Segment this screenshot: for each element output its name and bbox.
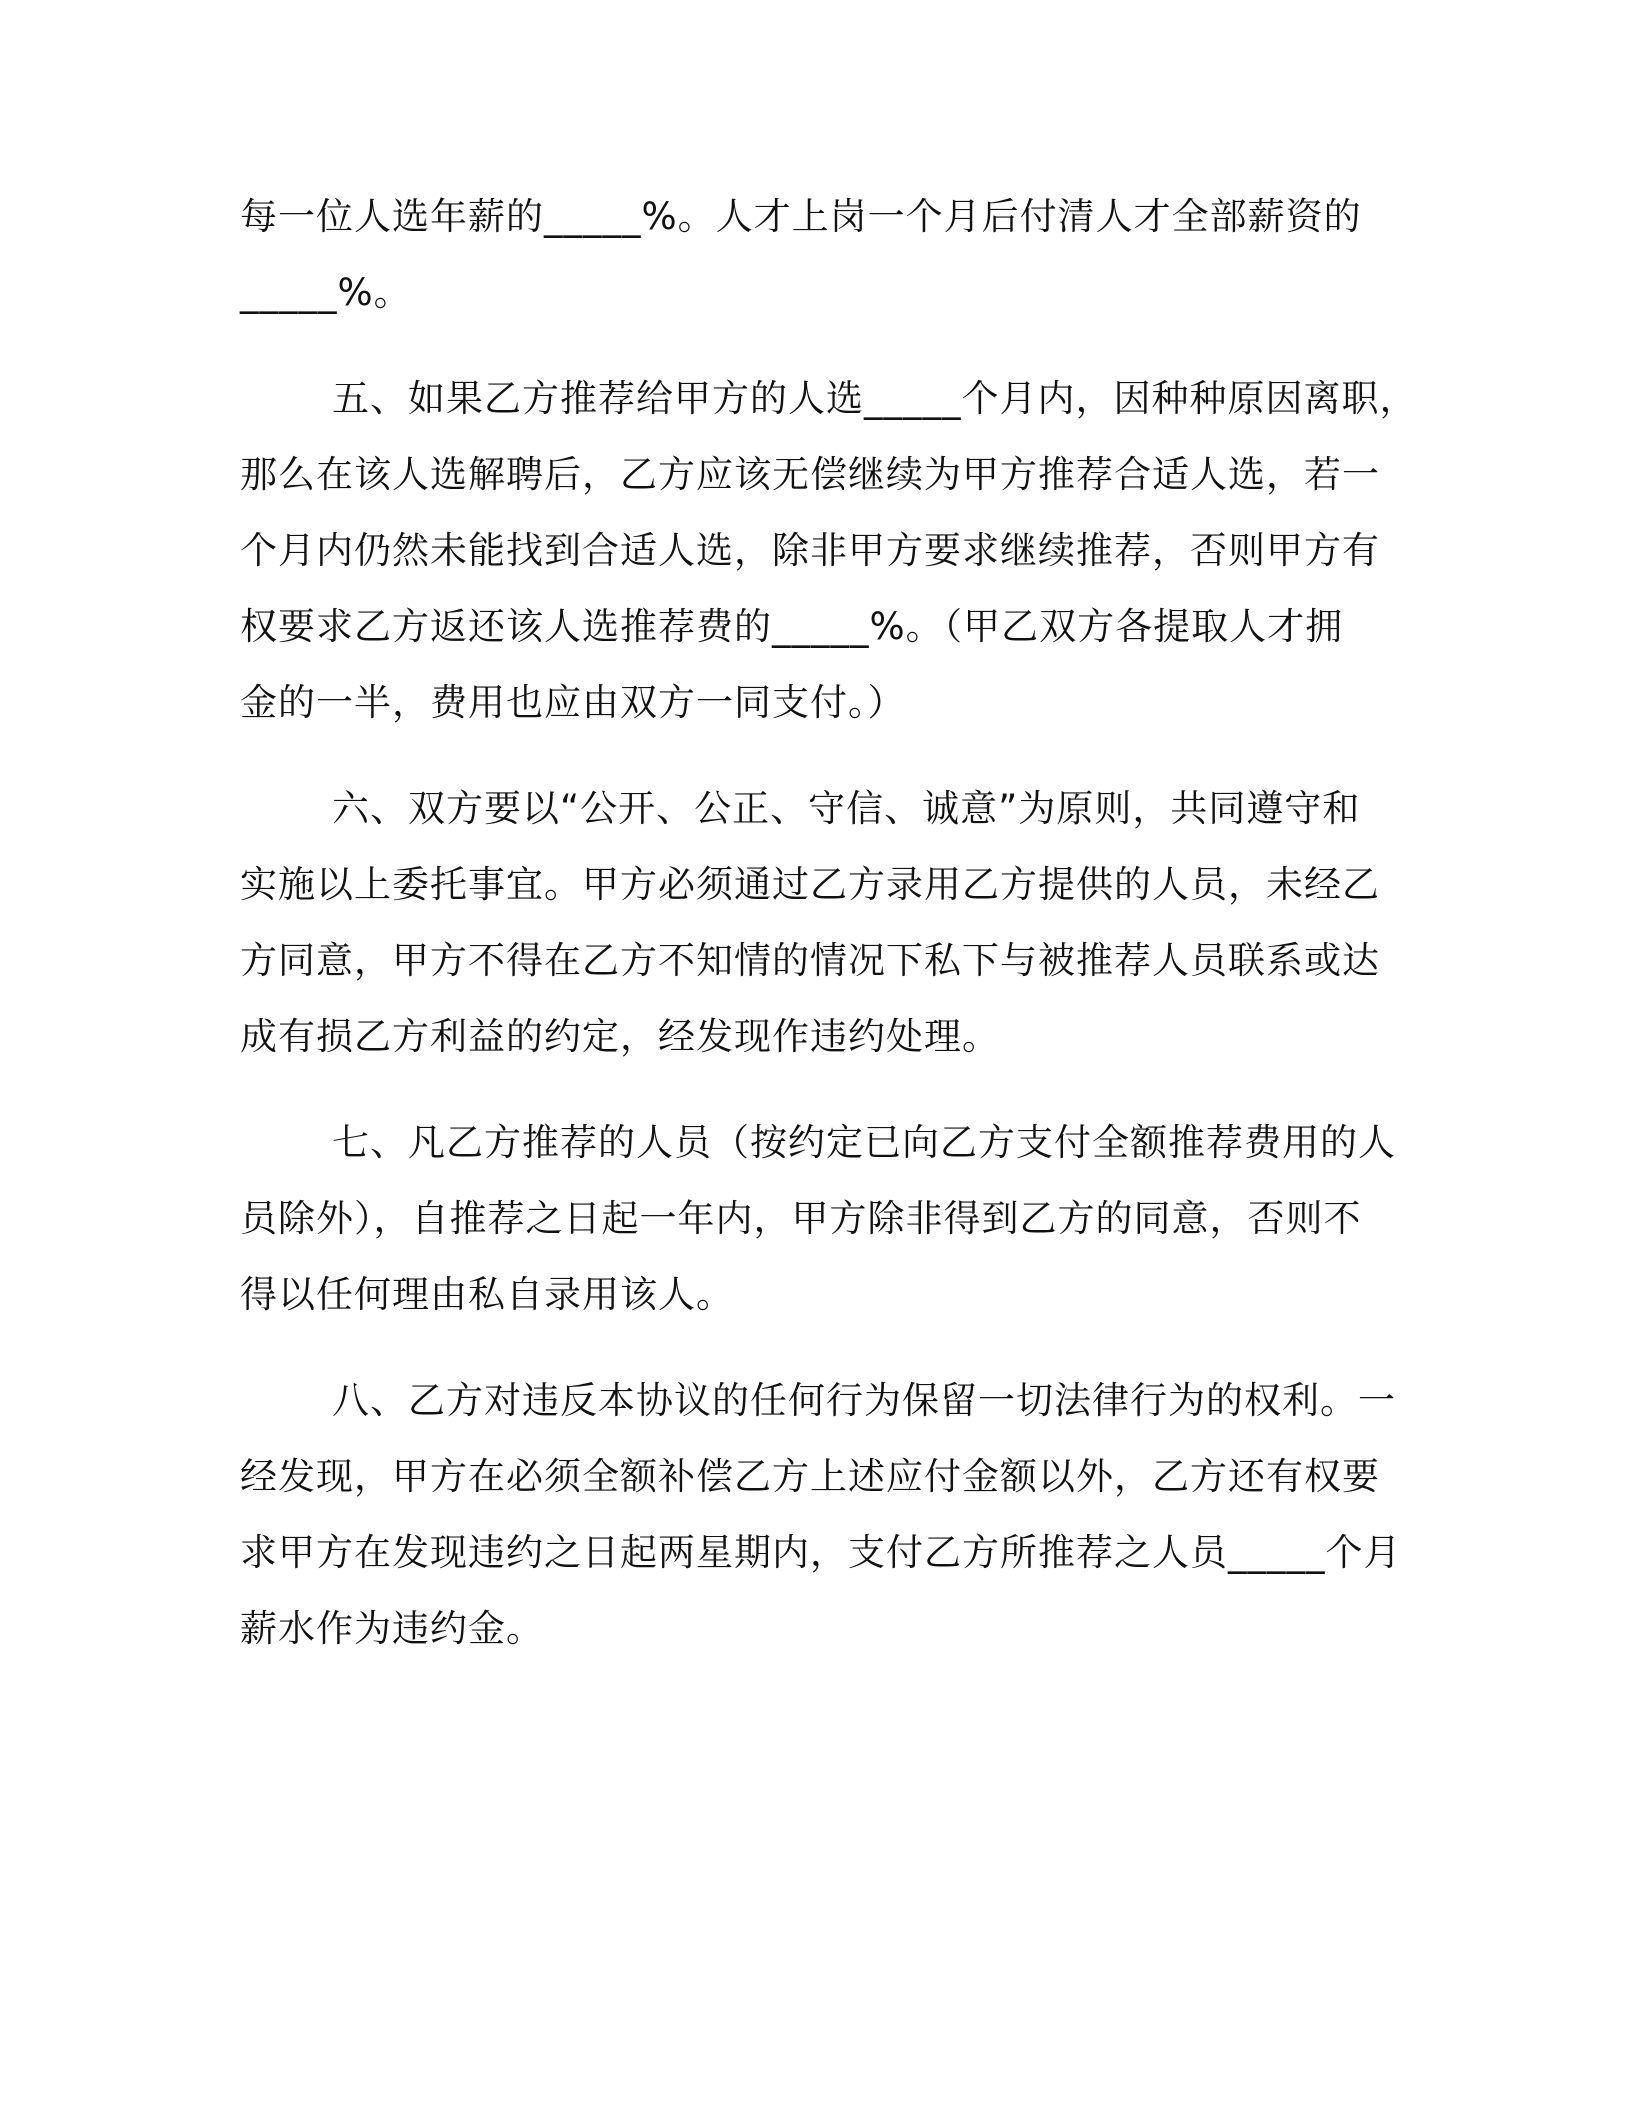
text-line: 薪水作为违约金。 <box>240 1607 544 1650</box>
text-line: 每一位人选年薪的_____%。人才上岗一个月后付清人才全部薪资的 <box>240 195 1362 238</box>
text-line: 实施以上委托事宜。甲方必须通过乙方录用乙方提供的人员，未经乙 <box>240 863 1380 906</box>
text-line: 得以任何理由私自录用该人。 <box>240 1273 734 1316</box>
text-line: 八、乙方对违反本协议的任何行为保留一切法律行为的权利。一 <box>332 1379 1396 1422</box>
text-line: 经发现，甲方在必须全额补偿乙方上述应付金额以外，乙方还有权要 <box>240 1455 1380 1498</box>
text-line: 个月内仍然未能找到合适人选，除非甲方要求继续推荐，否则甲方有 <box>240 529 1380 572</box>
text-line: 金的一半，费用也应由双方一同支付。） <box>240 681 906 724</box>
text-line: 成有损乙方利益的约定，经发现作违约处理。 <box>240 1015 1000 1058</box>
text-line: 五、如果乙方推荐给甲方的人选_____个月内，因种种原因离职， <box>332 377 1418 420</box>
text-line: 六、双方要以“公开、公正、守信、诚意”为原则，共同遵守和 <box>332 787 1361 830</box>
text-line: 那么在该人选解聘后，乙方应该无偿继续为甲方推荐合适人选，若一 <box>240 453 1380 496</box>
text-line: 求甲方在发现违约之日起两星期内，支付乙方所推荐之人员_____个月 <box>240 1531 1402 1574</box>
text-line: 员除外），自推荐之日起一年内，甲方除非得到乙方的同意，否则不 <box>240 1197 1362 1240</box>
text-line: 七、凡乙方推荐的人员（按约定已向乙方支付全额推荐费用的人 <box>332 1121 1396 1164</box>
text-line: _____%。 <box>240 271 412 314</box>
text-line: 权要求乙方返还该人选推荐费的_____%。（甲乙双方各提取人才拥 <box>240 605 1344 648</box>
text-line: 方同意，甲方不得在乙方不知情的情况下私下与被推荐人员联系或达 <box>240 939 1380 982</box>
